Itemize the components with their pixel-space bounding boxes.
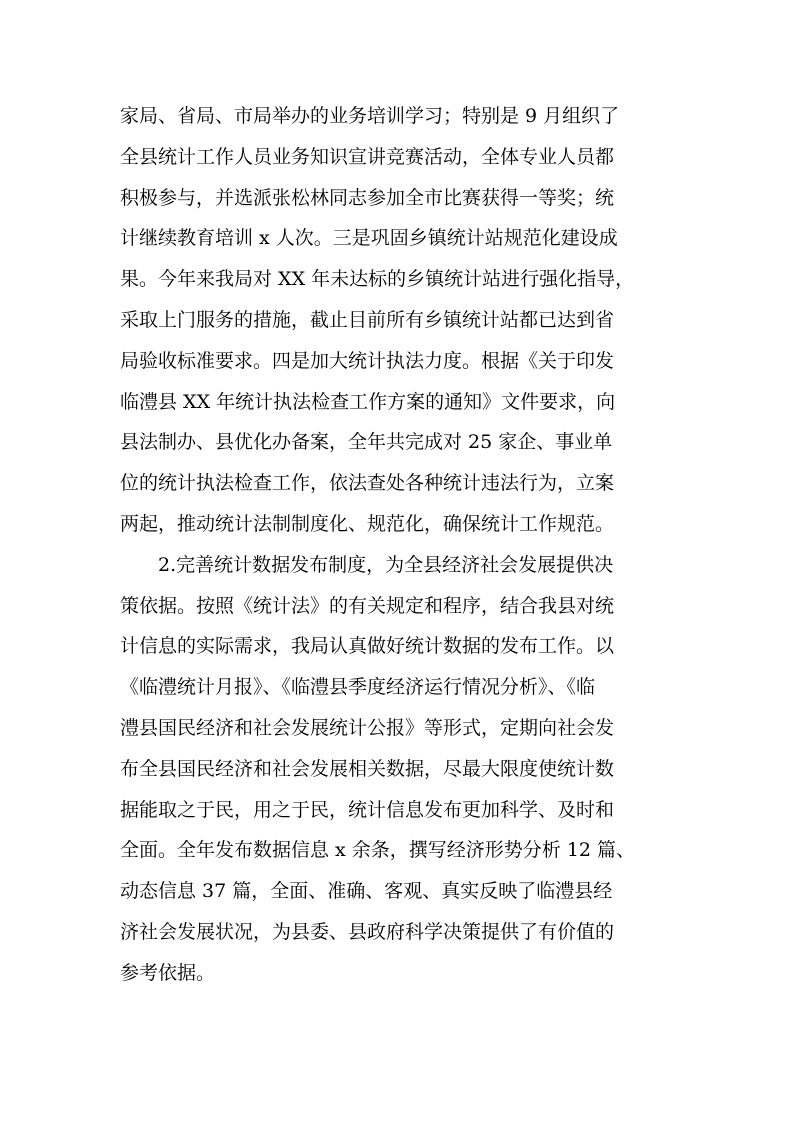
text-line: 果。今年来我局对 XX 年未达标的乡镇统计站进行强化指导， [120,268,635,291]
text-line: 家局、省局、市局举办的业务培训学习；特别是 9 月组织了 [120,105,620,127]
text-line: 动态信息 37 篇，全面、准确、客观、真实反映了临澧县经 [120,880,613,903]
paragraph-start-line: 2.完善统计数据发布制度，为全县经济社会发展提供决 [158,553,614,576]
text-line: 局验收标准要求。四是加大统计执法力度。根据《关于印发 [120,349,615,372]
text-line: 策依据。按照《统计法》的有关规定和程序，结合我县对统 [120,594,615,617]
text-line: 全县统计工作人员业务知识宣讲竞赛活动，全体专业人员都 [120,145,615,168]
text-line: 澧县国民经济和社会发展统计公报》等形式，定期向社会发 [120,716,615,739]
text-line: 县法制办、县优化办备案，全年共完成对 25 家企、事业单 [120,431,613,454]
text-line: 参考依据。 [120,961,216,984]
text-line: 临澧县 XX 年统计执法检查工作方案的通知》文件要求，向 [120,390,616,413]
text-line: 据能取之于民，用之于民，统计信息发布更加科学、及时和 [120,798,615,821]
text-line: 计继续教育培训 x 人次。三是巩固乡镇统计站规范化建设成 [120,227,618,250]
text-line: 位的统计执法检查工作，依法查处各种统计违法行为，立案 [120,472,615,495]
text-line: 采取上门服务的措施，截止目前所有乡镇统计站都已达到省 [120,308,615,331]
body-text [120,96,690,994]
text-line: 全面。全年发布数据信息 x 余条，撰写经济形势分析 12 篇、 [120,839,636,862]
text-line: 计信息的实际需求，我局认真做好统计数据的发布工作。以 [120,635,615,658]
text-line: 济社会发展状况，为县委、县政府科学决策提供了有价值的 [120,920,615,943]
text-line: 布全县国民经济和社会发展相关数据，尽最大限度使统计数 [120,757,615,780]
text-line: 《临澧统计月报》、《临澧县季度经济运行情况分析》、《临 [120,676,596,699]
text-line: 两起，推动统计法制制度化、规范化，确保统计工作规范。 [120,512,615,535]
text-line: 积极参与，并选派张松林同志参加全市比赛获得一等奖；统 [120,186,615,209]
